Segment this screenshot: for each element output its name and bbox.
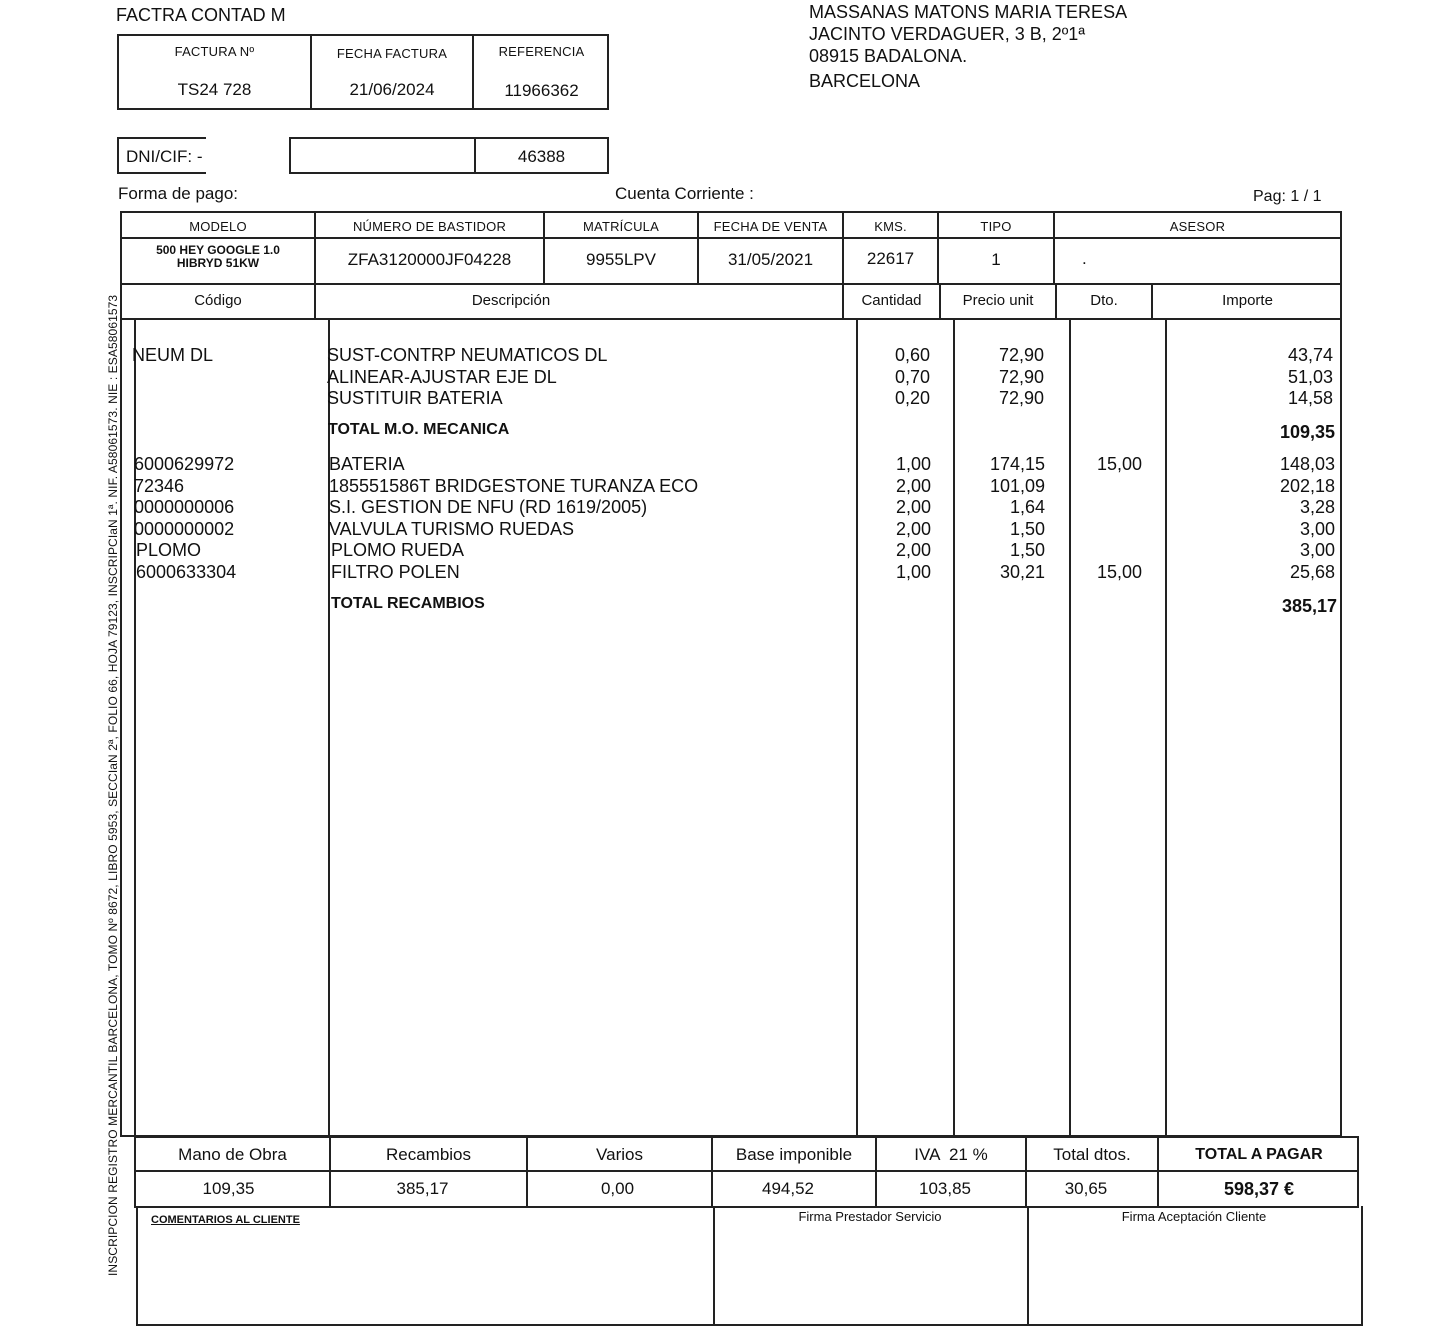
line-code: 72346 bbox=[134, 475, 185, 496]
vehicle-header-matricula: MATRÍCULA bbox=[583, 219, 659, 234]
registry-side-text: INSCRIPCION REGISTRO MERCANTIL BARCELONA, TOMO Nº 8672, LIBRO 5953, SECCIaN 2ª, FOLIO 66, HOJA 79123, INSCRIPCIaN 1ª. NIF. A58061573. NIE : ESA58061573 bbox=[106, 294, 120, 1276]
table-row bbox=[0, 562, 1440, 584]
client-street: JACINTO VERDAGUER, 3 B, 2º1ª bbox=[809, 24, 1085, 44]
reference-number: 11966362 bbox=[504, 81, 579, 100]
line-description: FILTRO POLEN bbox=[331, 561, 460, 582]
line-quantity: 2,00 bbox=[895, 540, 931, 561]
totals-header-varios: Varios bbox=[596, 1145, 643, 1164]
totals-header-base: Base imponible bbox=[735, 1145, 853, 1164]
line-quantity: 2,00 bbox=[895, 497, 931, 518]
line-unit-price: 1,50 bbox=[1009, 540, 1045, 561]
total-base-imponible: 494,52 bbox=[762, 1179, 814, 1198]
dni-label: DNI/CIF: - bbox=[126, 147, 203, 166]
provider-signature-label: Firma Prestador Servicio bbox=[798, 1209, 942, 1224]
line-quantity: 2,00 bbox=[895, 475, 931, 496]
parts-total-value: 385,17 bbox=[1281, 596, 1337, 616]
col-header-precio: Precio unit bbox=[962, 292, 1034, 309]
line-quantity: 1,00 bbox=[895, 454, 931, 474]
table-row bbox=[0, 497, 1440, 519]
total-a-pagar: 598,37 € bbox=[1223, 1179, 1295, 1199]
line-unit-price: 174,15 bbox=[989, 454, 1045, 474]
vehicle-header-fecha-venta: FECHA DE VENTA bbox=[713, 219, 828, 234]
col-header-importe: Importe bbox=[1222, 292, 1273, 309]
line-code: 0000000002 bbox=[134, 518, 235, 539]
parts-lines bbox=[0, 454, 1440, 584]
total-recambios: 385,17 bbox=[396, 1179, 449, 1198]
col-header-descripcion: Descripción bbox=[471, 292, 551, 309]
total-mano-obra: 109,35 bbox=[202, 1179, 255, 1198]
table-row bbox=[0, 476, 1440, 498]
client-comments-label: COMENTARIOS AL CLIENTE bbox=[151, 1214, 300, 1226]
table-row bbox=[0, 388, 1440, 410]
line-unit-price: 30,21 bbox=[999, 561, 1045, 582]
line-description: SUSTITUIR BATERIA bbox=[327, 388, 503, 409]
labour-lines bbox=[0, 345, 1440, 410]
client-signature-label: Firma Aceptación Cliente bbox=[1121, 1209, 1267, 1224]
line-amount: 14,58 bbox=[1287, 388, 1333, 409]
line-amount: 43,74 bbox=[1287, 345, 1333, 365]
line-unit-price: 72,90 bbox=[998, 366, 1044, 387]
invoice-number: TS24 728 bbox=[177, 80, 252, 99]
line-quantity: 1,00 bbox=[895, 561, 931, 582]
line-description: SUST-CONTRP NEUMATICOS DL bbox=[327, 345, 608, 365]
current-account-label: Cuenta Corriente : bbox=[615, 184, 754, 203]
invoice-date: 21/06/2024 bbox=[349, 80, 435, 99]
labour-total-label: TOTAL M.O. MECANICA bbox=[328, 421, 510, 438]
payment-method-label: Forma de pago: bbox=[118, 184, 239, 203]
line-description: PLOMO RUEDA bbox=[331, 540, 465, 561]
vehicle-kms: 22617 bbox=[866, 249, 915, 268]
vehicle-model-line1: 500 HEY GOOGLE 1.0 bbox=[156, 243, 280, 257]
totals-header-mano-obra: Mano de Obra bbox=[178, 1145, 287, 1164]
table-row bbox=[0, 540, 1440, 562]
vehicle-sale-date: 31/05/2021 bbox=[727, 250, 814, 269]
dni-value: 46388 bbox=[517, 147, 566, 166]
total-varios: 0,00 bbox=[600, 1179, 635, 1198]
totals-header-dtos: Total dtos. bbox=[1053, 1145, 1131, 1164]
line-discount: 15,00 bbox=[1096, 454, 1142, 474]
line-quantity: 2,00 bbox=[895, 518, 931, 539]
line-code: 0000000006 bbox=[134, 497, 235, 518]
vehicle-header-modelo: MODELO bbox=[189, 219, 247, 234]
vehicle-model bbox=[122, 244, 314, 270]
line-description: S.I. GESTION DE NFU (RD 1619/2005) bbox=[329, 497, 648, 518]
vehicle-vin: ZFA3120000JF04228 bbox=[347, 250, 512, 269]
vehicle-header-tipo: TIPO bbox=[980, 219, 1012, 234]
lines-table bbox=[120, 284, 1342, 1137]
totals-header-recambios: Recambios bbox=[385, 1145, 472, 1164]
line-code: 6000629972 bbox=[134, 454, 235, 474]
line-amount: 3,00 bbox=[1299, 518, 1335, 539]
total-descuentos: 30,65 bbox=[1064, 1179, 1108, 1198]
line-unit-price: 1,64 bbox=[1009, 497, 1045, 518]
invoice-number-label: FACTURA Nº bbox=[174, 44, 255, 59]
page-number: Pag: 1 / 1 bbox=[1253, 188, 1322, 205]
line-description: BATERIA bbox=[329, 454, 405, 474]
line-amount: 148,03 bbox=[1279, 454, 1335, 474]
line-description: 185551586T BRIDGESTONE TURANZA ECO bbox=[329, 475, 699, 496]
vehicle-header-asesor: ASESOR bbox=[1169, 219, 1226, 234]
footer-box bbox=[136, 1206, 1363, 1326]
invoice-date-label: FECHA FACTURA bbox=[336, 46, 448, 61]
line-code: NEUM DL bbox=[132, 345, 214, 365]
line-code: PLOMO bbox=[136, 540, 202, 561]
labour-total-value: 109,35 bbox=[1279, 422, 1335, 442]
line-description: ALINEAR-AJUSTAR EJE DL bbox=[327, 366, 557, 387]
client-name: MASSANAS MATONS MARIA TERESA bbox=[809, 2, 1128, 22]
line-quantity: 0,70 bbox=[894, 366, 930, 387]
line-amount: 3,28 bbox=[1299, 497, 1335, 518]
vehicle-model-line2: HIBRYD 51KW bbox=[176, 256, 260, 270]
total-iva: 103,85 bbox=[919, 1179, 971, 1198]
col-header-cantidad: Cantidad bbox=[861, 292, 922, 309]
line-unit-price: 1,50 bbox=[1009, 518, 1045, 539]
line-amount: 51,03 bbox=[1287, 366, 1333, 387]
col-header-codigo: Código bbox=[194, 292, 242, 309]
table-row bbox=[0, 367, 1440, 389]
line-unit-price: 101,09 bbox=[989, 475, 1045, 496]
vehicle-advisor: . bbox=[1082, 249, 1087, 268]
vehicle-type: 1 bbox=[991, 250, 1001, 269]
document-title: FACTRA CONTAD M bbox=[116, 5, 286, 25]
line-unit-price: 72,90 bbox=[998, 388, 1044, 409]
parts-total-label: TOTAL RECAMBIOS bbox=[331, 595, 485, 612]
totals-header-total: TOTAL A PAGAR bbox=[1195, 1146, 1323, 1163]
line-amount: 3,00 bbox=[1299, 540, 1335, 561]
vehicle-header-bastidor: NÚMERO DE BASTIDOR bbox=[352, 219, 507, 234]
table-row bbox=[0, 345, 1440, 367]
line-code: 6000633304 bbox=[136, 561, 237, 582]
line-amount: 25,68 bbox=[1289, 561, 1335, 582]
vehicle-header-kms: KMS. bbox=[874, 219, 907, 234]
line-description: VALVULA TURISMO RUEDAS bbox=[329, 518, 575, 539]
client-city: 08915 BADALONA. bbox=[809, 46, 968, 66]
reference-label: REFERENCIA bbox=[498, 44, 585, 59]
client-province: BARCELONA bbox=[809, 71, 921, 91]
col-header-dto: Dto. bbox=[1090, 292, 1118, 309]
totals-header-iva: IVA 21 % bbox=[914, 1145, 988, 1164]
line-unit-price: 72,90 bbox=[998, 345, 1044, 365]
vehicle-plate: 9955LPV bbox=[586, 250, 656, 269]
line-discount: 15,00 bbox=[1096, 561, 1142, 582]
line-quantity: 0,20 bbox=[894, 388, 930, 409]
line-quantity: 0,60 bbox=[894, 345, 930, 365]
table-row bbox=[0, 454, 1440, 476]
table-row bbox=[0, 519, 1440, 541]
line-amount: 202,18 bbox=[1279, 475, 1335, 496]
